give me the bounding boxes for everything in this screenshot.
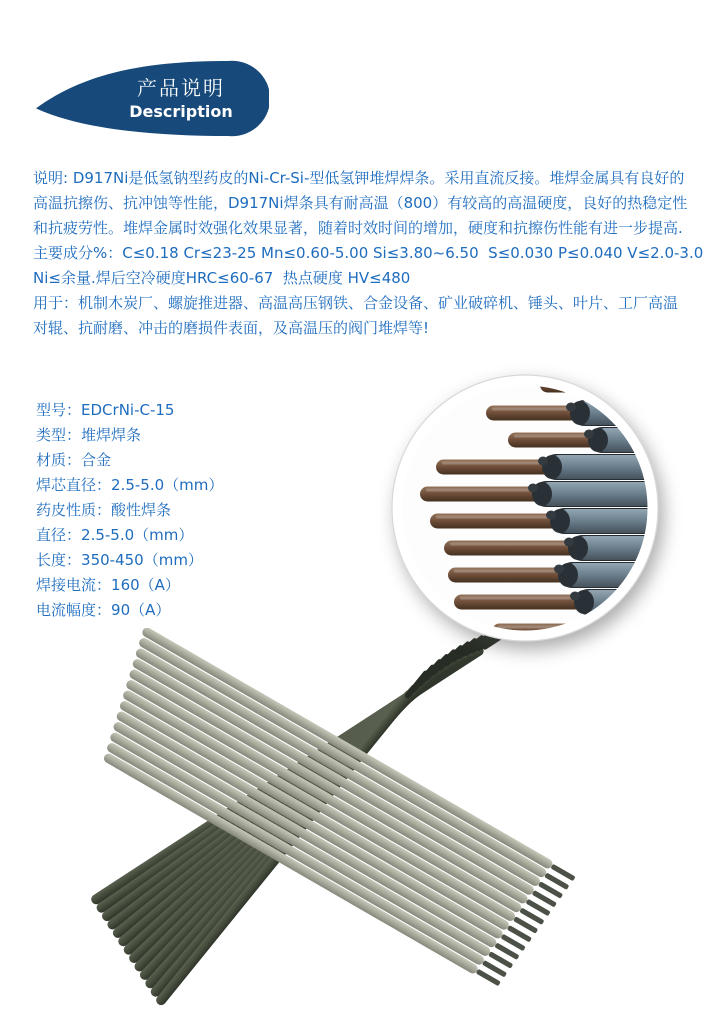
spec-separator: ：	[96, 476, 112, 494]
spec-row	[36, 448, 396, 473]
spec-value: 酸性焊条	[111, 501, 172, 519]
spec-value: 350-450（mm）	[81, 551, 203, 569]
spec-separator: ：	[66, 526, 82, 544]
spec-value: EDCrNi-C-15	[81, 401, 175, 419]
spec-separator: ：	[66, 401, 82, 419]
spec-separator: ：	[66, 551, 82, 569]
spec-value: 2.5-5.0（mm）	[111, 476, 224, 494]
electrode-tips-circle-photo	[390, 373, 660, 643]
spec-label: 长度	[36, 551, 67, 569]
spec-label: 类型	[36, 426, 67, 444]
spec-separator: ：	[96, 601, 112, 619]
spec-value: 90（A）	[111, 601, 171, 619]
description-line: Ni≤余量.焊后空冷硬度HRC≤60-67 热点硬度 HV≤480	[33, 269, 411, 287]
spec-label: 型号	[36, 401, 67, 419]
badge-title-en: Description	[129, 101, 233, 121]
spec-row	[36, 598, 396, 623]
spec-value: 堆焊焊条	[81, 426, 142, 444]
spec-row	[36, 423, 396, 448]
spec-label: 材质	[36, 451, 67, 469]
description-line: 高温抗擦伤、抗冲蚀等性能，D917Ni焊条具有耐高温（800）有较高的高温硬度，良好的热稳定性	[33, 194, 688, 212]
spec-label: 焊芯直径	[36, 476, 97, 494]
badge-title-cn: 产品说明	[137, 75, 225, 100]
spec-label: 焊接电流	[36, 576, 97, 594]
description-line: 和抗疲劳性。堆焊金属时效强化效果显著，随着时效时间的增加，硬度和抗擦伤性能有进一步提高.	[33, 219, 683, 237]
spec-value: 2.5-5.0（mm）	[81, 526, 194, 544]
badge-text	[93, 60, 269, 137]
spec-row	[36, 548, 396, 573]
spec-separator: ：	[66, 451, 82, 469]
description-line: 用于：机制木炭厂、螺旋推进器、高温高压钢铁、合金设备、矿业破碎机、锤头、叶片、工厂高温	[33, 294, 679, 312]
specs-list	[36, 398, 396, 623]
spec-row	[36, 573, 396, 598]
spec-value: 合金	[81, 451, 112, 469]
crossed-electrodes-photo	[0, 628, 709, 1026]
spec-row	[36, 398, 396, 423]
spec-label: 电流幅度	[36, 601, 97, 619]
spec-value: 160（A）	[111, 576, 180, 594]
spec-row	[36, 498, 396, 523]
product-description-badge	[35, 60, 269, 137]
spec-separator: ：	[96, 576, 112, 594]
description-line: 对辊、抗耐磨、冲击的磨损件表面，及高温压的阀门堆焊等!	[33, 319, 430, 337]
spec-label: 药皮性质	[36, 501, 97, 519]
description-line: 说明: D917Ni是低氢钠型药皮的Ni-Cr-Si-型低氢钾堆焊焊条。采用直流反接。堆焊金属具有良好的	[33, 169, 685, 187]
spec-row	[36, 473, 396, 498]
description-paragraph	[33, 166, 704, 341]
spec-separator: ：	[66, 426, 82, 444]
spec-separator: ：	[96, 501, 112, 519]
spec-label: 直径	[36, 526, 67, 544]
spec-row	[36, 523, 396, 548]
description-line: 主要成分%：C≤0.18 Cr≤23-25 Mn≤0.60-5.00 Si≤3.80~6.50 S≤0.030 P≤0.040 V≤2.0-3.0	[33, 244, 704, 262]
